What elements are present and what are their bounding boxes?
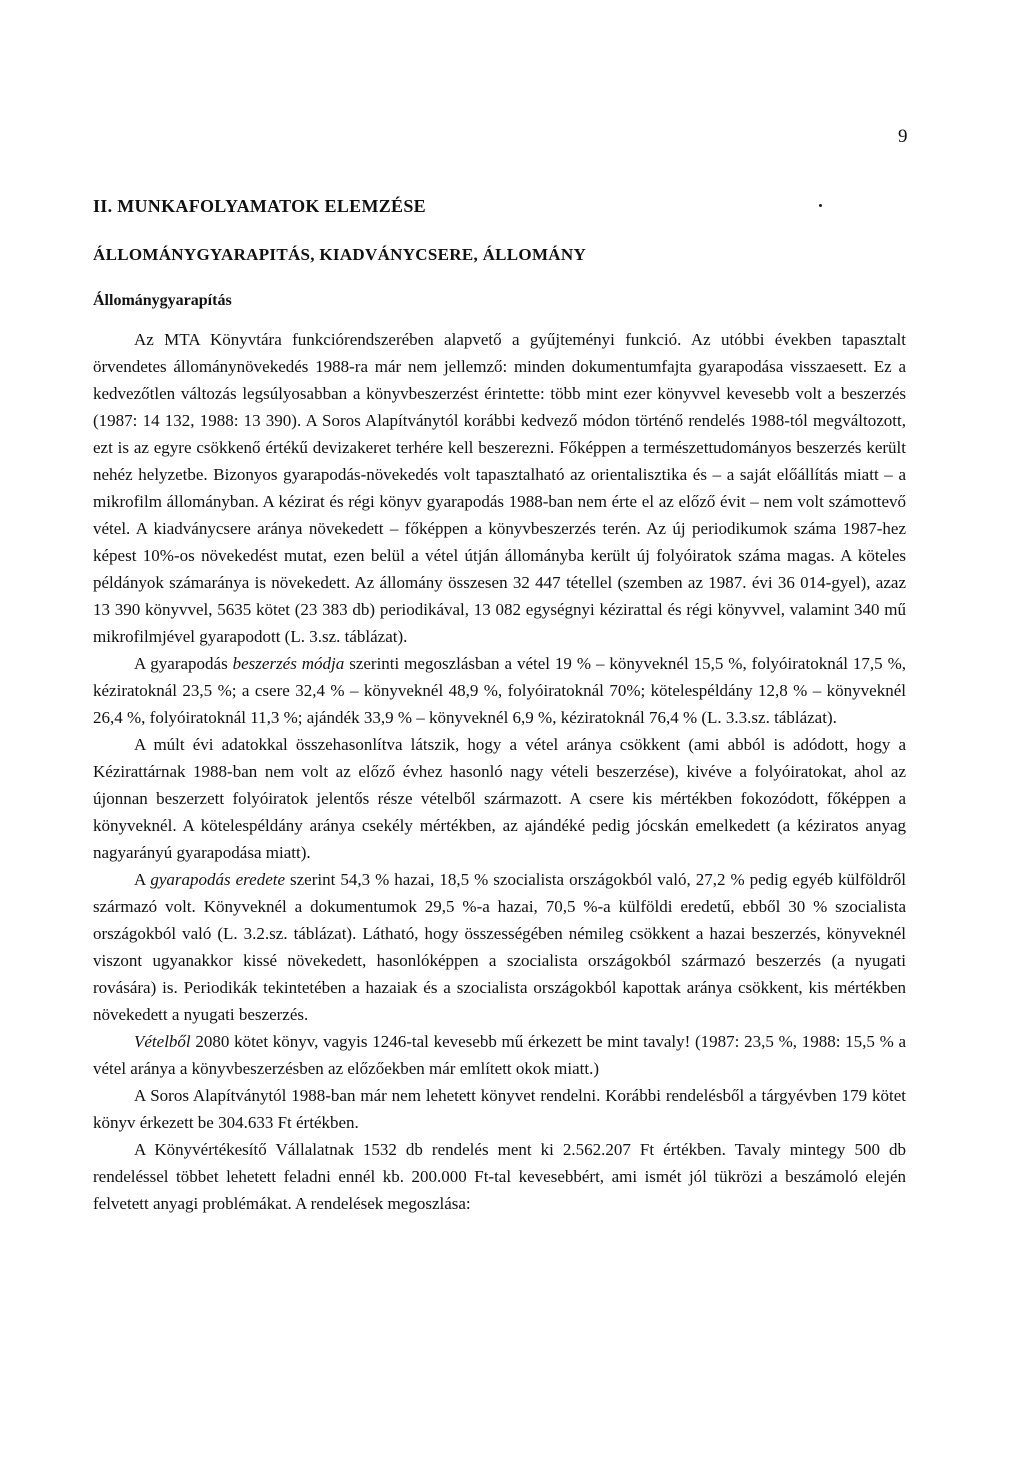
paragraph-2 bbox=[93, 650, 906, 731]
paragraph-2-start: A gyarapodás bbox=[134, 654, 233, 673]
paragraph-2-emphasis: beszerzés módja bbox=[232, 654, 345, 673]
paragraph-4 bbox=[93, 866, 906, 1028]
paragraph-1: Az MTA Könyvtára funkciórendszerében alapvető a gyűjteményi funkció. Az utóbbi években tapasztalt örvendetes állománynövekedés 1988-ra már nem jellemző: minden dokumentumfajta gyarapodása visszaesett. Ez a kedvezőtlen változás legsúlyosabban a könyvbeszerzést érintette: több mint ezer könyvvel kevesebb volt a beszerzés (1987: 14 132, 1988: 13 390). A Soros Alapítványtól korábbi kedvező módon történő rendelés 1988-tól megváltozott, ezt is az egyre csökkenő értékű devizakeret terhére kell beszerezni. Főképpen a természettudományos beszerzés került nehéz helyzetbe. Bizonyos gyarapodás-növekedés volt tapasztalható az orientalisztika és – a saját előállítás miatt – a mikrofilm állományban. A kézirat és régi könyv gyarapodás 1988-ban nem érte el az előző évit – nem volt számottevő vétel. A kiadványcsere aránya növekedett – főképpen a könyvbeszerzés terén. Az új periodikumok száma 1987-hez képest 10%-os növekedést mutat, ezen belül a vétel útján állományba került új folyóiratok száma magas. A köteles példányok számaránya is növekedett. Az állomány összesen 32 447 tétellel (szemben az 1987. évi 36 014-gyel), azaz 13 390 könyvvel, 5635 kötet (23 383 db) periodikával, 13 082 egységnyi kézirattal és régi könyvvel, valamint 340 mű mikrofilmjével gyarapodott (L. 3.sz. táblázat). bbox=[93, 330, 906, 646]
page-number: 9 bbox=[898, 126, 908, 147]
paragraph-4-emphasis: gyarapodás eredete bbox=[150, 870, 286, 889]
paragraph-5-emphasis: Vételből bbox=[134, 1032, 191, 1051]
section-heading: ÁLLOMÁNYGYARAPITÁS, KIADVÁNYCSERE, ÁLLOMÁNY bbox=[93, 245, 587, 264]
subsection-heading: Állománygyarapítás bbox=[93, 292, 232, 309]
paragraph-4-start: A bbox=[134, 870, 151, 889]
chapter-heading: II. MUNKAFOLYAMATOK ELEMZÉSE bbox=[93, 196, 426, 216]
paragraph-5-rest: 2080 kötet könyv, vagyis 1246-tal kevesebb mű érkezett be mint tavaly! (1987: 23,5 %, 1988: 15,5 % a vétel aránya a könyvbeszerzésben az előzőekben már említett okok miatt.) bbox=[93, 1032, 906, 1078]
paragraph-4-rest: szerint 54,3 % hazai, 18,5 % szocialista országokból való, 27,2 % pedig egyéb külföldről származó volt. Könyveknél a dokumentumok 29,5 %-a hazai, 70,5 %-a külföldi eredetű, ebből 30 % szocialista országokból való (L. 3.2.sz. táblázat). Látható, hogy összességében némileg csökkent a hazai beszerzés, könyveknél viszont ugyanakkor kissé növekedett, hasonlóképpen a szocialista országokból származó beszerzés (a nyugati rovására) is. Periodikák tekintetében a hazaiak és a szocialista országokból kapottak aránya csökkent, kis mértékben növekedett a nyugati beszerzés. bbox=[93, 870, 906, 1024]
paragraph-3: A múlt évi adatokkal összehasonlítva látszik, hogy a vétel aránya csökkent (ami abból is adódott, hogy a Kézirattárnak 1988-ban nem volt az előző évhez hasonló nagy vételi beszerzése), kivéve a folyóiratokat, ahol az újonnan beszerzett folyóiratok jelentős része vételből származott. A csere kis mértékben fokozódott, főképpen a könyveknél. A kötelespéldány aránya csekély mértékben, az ajándéké pedig jócskán emelkedett (a kéziratos anyag nagyarányú gyarapodása miatt). bbox=[93, 735, 906, 862]
paragraph-6: A Soros Alapítványtól 1988-ban már nem lehetett könyvet rendelni. Korábbi rendelésből a tárgyévben 179 kötet könyv érkezett be 304.633 Ft értékben. bbox=[93, 1086, 906, 1132]
body-text bbox=[93, 326, 906, 1217]
stray-dot bbox=[819, 204, 822, 207]
paragraph-2-rest: szerinti megoszlásban a vétel 19 % – könyveknél 15,5 %, folyóiratoknál 17,5 %, kéziratoknál 23,5 %; a csere 32,4 % – könyveknél 48,9 %, folyóiratoknál 70%; kötelespéldány 12,8 % – könyveknél 26,4 %, folyóiratoknál 11,3 %; ajándék 33,9 % – könyveknél 6,9 %, kéziratoknál 76,4 % (L. 3.3.sz. táblázat). bbox=[93, 654, 906, 727]
paragraph-5 bbox=[93, 1028, 906, 1082]
paragraph-7: A Könyvértékesítő Vállalatnak 1532 db rendelés ment ki 2.562.207 Ft értékben. Tavaly mintegy 500 db rendeléssel többet lehetett feladni ennél kb. 200.000 Ft-tal kevesebbért, ami ismét jól tükrözi a beszámoló elején felvetett anyagi problémákat. A rendelések megoszlása: bbox=[93, 1140, 906, 1213]
